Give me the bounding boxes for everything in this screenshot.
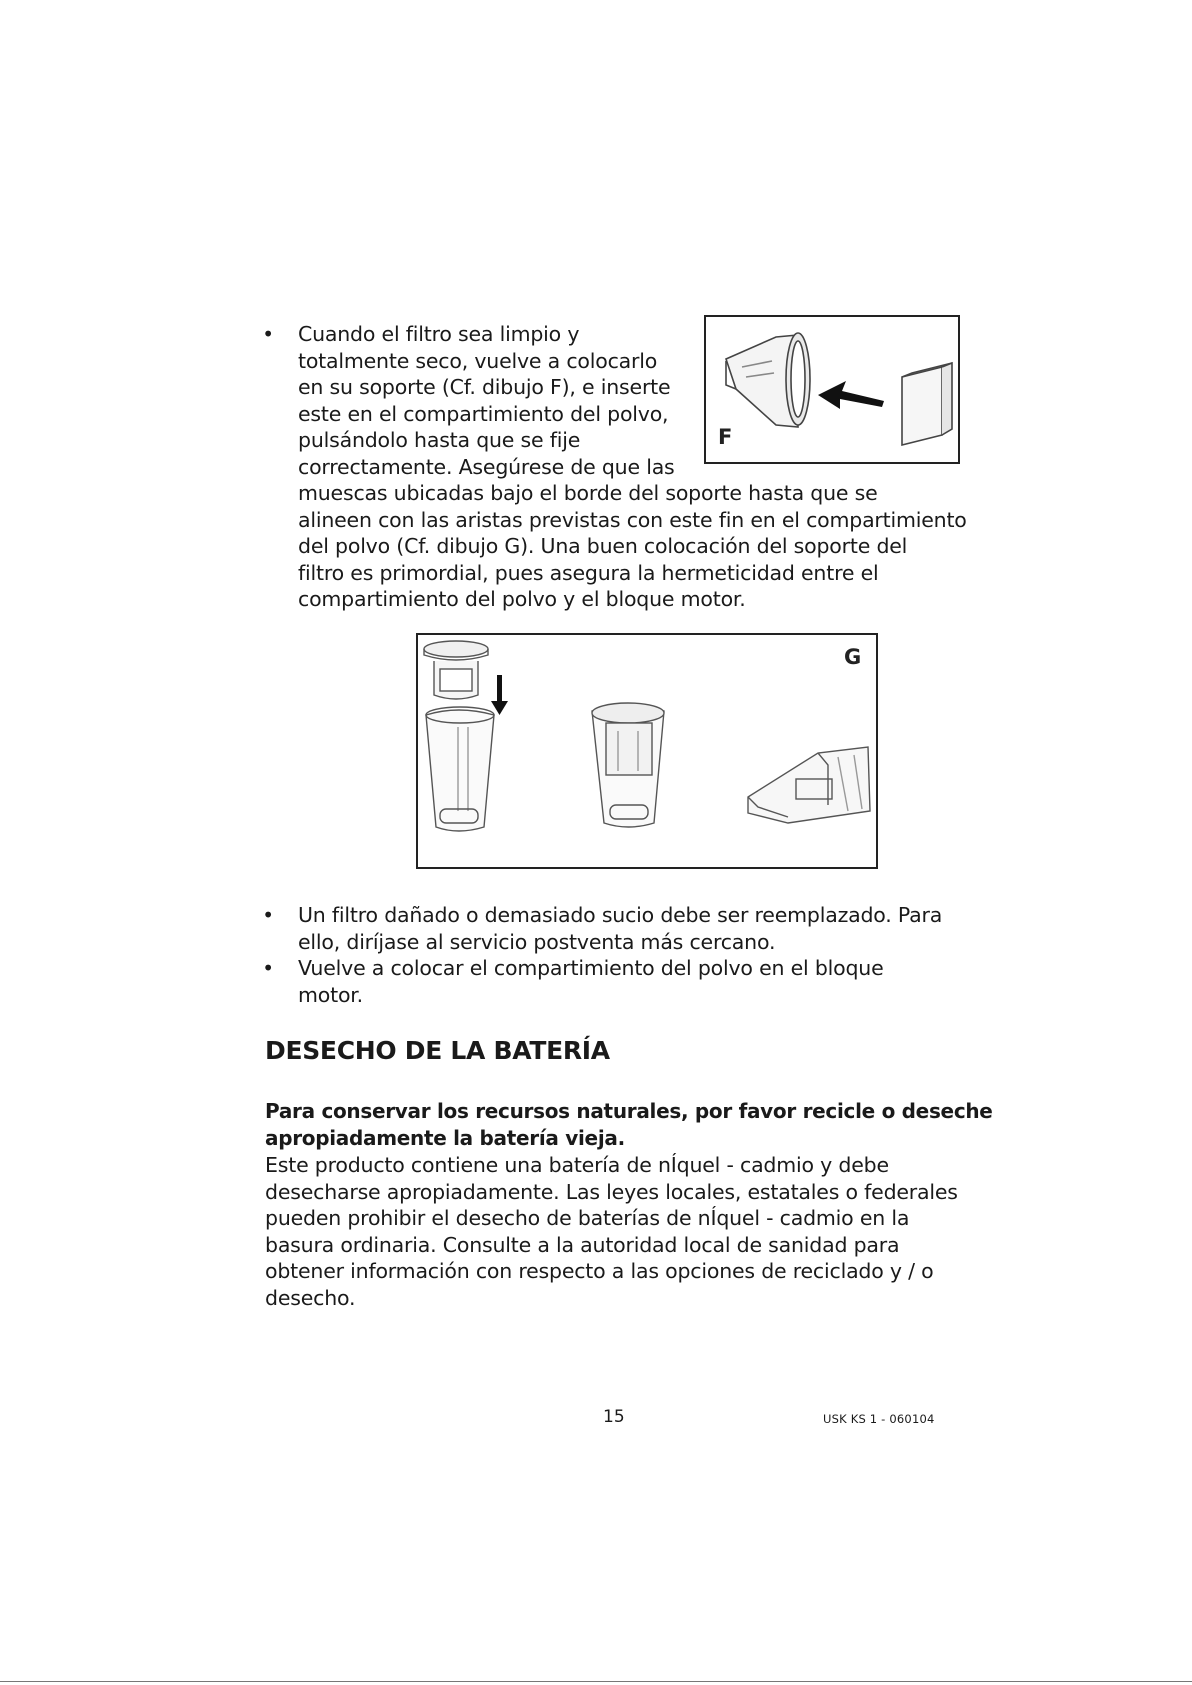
bullet-reattach-compartment [298, 955, 884, 1008]
text-line: filtro es primordial, pues asegura la hermeticidad entre el [298, 560, 879, 585]
bullet-replace-filter [298, 902, 942, 955]
text-line: alineen con las aristas previstas con este fin en el compartimiento [298, 507, 967, 532]
text-line: muescas ubicadas bajo el borde del soporte hasta que se [298, 481, 878, 505]
document-code: USK KS 1 - 060104 [823, 1412, 935, 1426]
figure-f-label: F [718, 425, 733, 449]
figure-g-label: G [844, 645, 862, 669]
figure-g [416, 633, 878, 869]
battery-disposal-paragraph [265, 1152, 958, 1311]
arrow-left-icon [818, 381, 884, 409]
text-line: motor. [298, 982, 363, 1007]
text-line: Este producto contiene una batería de nÍquel - cadmio y debe [265, 1153, 889, 1177]
text-line: pueden prohibir el desecho de baterías de nÍquel - cadmio en la [265, 1206, 910, 1230]
text-line: totalmente seco, vuelve a colocarlo [298, 348, 658, 373]
text-line: correctamente. Asegúrese de que las [298, 454, 675, 479]
bullet-marker: • [262, 956, 274, 980]
text-line: este en el compartimiento del polvo, [298, 401, 669, 426]
figure-f [704, 315, 960, 464]
text-line: desecharse apropiadamente. Las leyes locales, estatales o federales [265, 1179, 958, 1204]
text-line: basura ordinaria. Consulte a la autoridad local de sanidad para [265, 1232, 900, 1257]
text-line: Un filtro dañado o demasiado sucio debe ser reemplazado. Para [298, 903, 943, 927]
page-number: 15 [603, 1407, 625, 1427]
figure-f-drawing [706, 317, 958, 462]
bullet-marker: • [262, 903, 274, 927]
text-line: pulsándolo hasta que se fije [298, 428, 581, 452]
figure-g-drawing [418, 635, 876, 867]
bullet-marker: • [262, 322, 274, 346]
text-line: Para conservar los recursos naturales, por favor recicle o deseche [265, 1099, 993, 1123]
text-line: apropiadamente la batería vieja. [265, 1125, 625, 1150]
arrow-down-icon [491, 675, 508, 715]
text-line: Cuando el filtro sea limpio y [298, 322, 580, 346]
text-line: obtener información con respecto a las opciones de reciclado y / o [265, 1259, 934, 1283]
battery-recycle-note [265, 1098, 993, 1151]
text-line: ello, diríjase al servicio postventa más cercano. [298, 929, 776, 954]
page-bottom-edge [0, 1681, 1192, 1682]
text-line: compartimiento del polvo y el bloque motor. [298, 587, 746, 611]
section-heading: DESECHO DE LA BATERÍA [265, 1036, 610, 1065]
text-line: del polvo (Cf. dibujo G). Una buen colocación del soporte del [298, 534, 908, 558]
text-line: en su soporte (Cf. dibujo F), e inserte [298, 375, 671, 399]
text-line: Vuelve a colocar el compartimiento del polvo en el bloque [298, 956, 884, 980]
text-line: desecho. [265, 1285, 356, 1310]
